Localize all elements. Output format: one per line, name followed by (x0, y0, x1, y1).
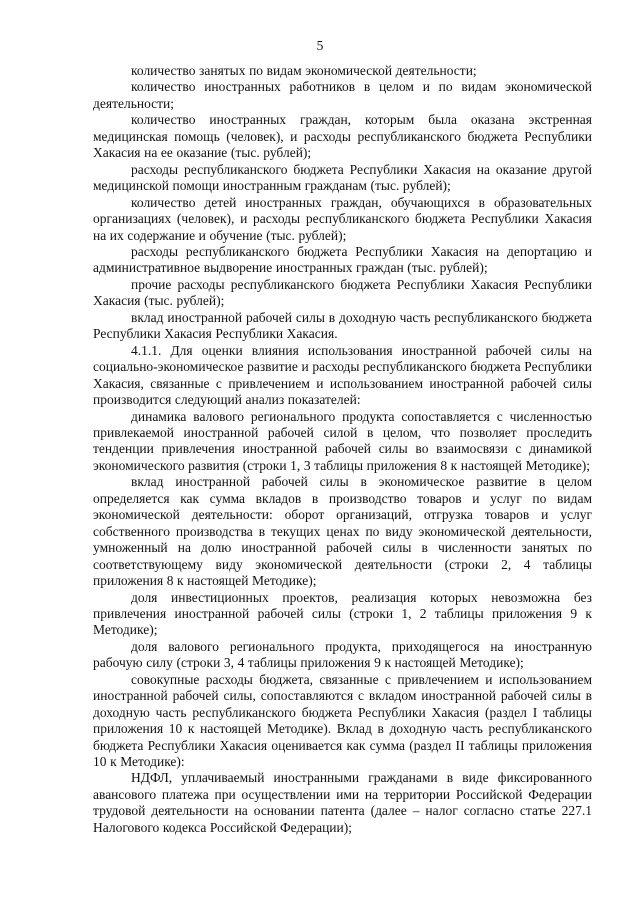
paragraph: доля инвестиционных проектов, реализация которых невозможна без привлечения иностранной рабочей силы (строки 1, 2 таблицы приложения 9 к Методике); (93, 589, 592, 638)
paragraph: прочие расходы республиканского бюджета Республики Хакасия Республики Хакасия (тыс. рублей); (93, 276, 592, 309)
section-paragraph-4-1-1: 4.1.1. Для оценки влияния использования иностранной рабочей силы на социально-экономическое развитие и расходы республиканского бюджета Республики Хакасия, связанные с привлечением и использованием иностранной рабочей силы производится следующий анализ показателей: (93, 342, 592, 408)
document-body (93, 63, 592, 836)
paragraph: количество занятых по видам экономической деятельности; (131, 63, 477, 78)
paragraph: количество иностранных граждан, которым была оказана экстренная медицинская помощь (человек), и расходы республиканского бюджета Республики Хакасия на ее оказание (тыс. рублей); (93, 112, 592, 161)
paragraph: вклад иностранной рабочей силы в доходную часть республиканского бюджета Республики Хакасия Республики Хакасия. (93, 309, 592, 342)
paragraph: расходы республиканского бюджета Республики Хакасия на депортацию и административное выдворение иностранных граждан (тыс. рублей); (93, 243, 592, 276)
paragraph: количество иностранных работников в целом и по видам экономической деятельности; (93, 79, 592, 111)
paragraph: динамика валового регионального продукта сопоставляется с численностью привлекаемой иностранной рабочей силой в целом, что позволяет проследить тенденции привлечения иностранной рабочей силы во взаимосвязи с динамикой экономического развития (строки 1, 3 таблицы приложения 8 к настоящей Методике); (93, 408, 592, 473)
page-number: 5 (316, 38, 324, 53)
paragraph: совокупные расходы бюджета, связанные с привлечением и использованием иностранной рабочей силы, сопоставляются с вкладом иностранной рабочей силы в доходную часть республиканского бюджета Республики Хакасия (раздел I таблицы приложения 10 к настоящей Методике). Вклад в доходную часть республиканского бюджета Республики Хакасия оценивается как сумма (раздел II таблицы приложения 10 к Методике): (93, 671, 592, 770)
paragraph: НДФЛ, уплачиваемый иностранными гражданами в виде фиксированного авансового платежа при осуществлении ими на территории Российской Федерации трудовой деятельности на основании патента (далее – налог согласно статье 227.1 Налогового кодекса Российской Федерации); (93, 770, 592, 835)
paragraph: доля валового регионального продукта, приходящегося на иностранную рабочую силу (строки 3, 4 таблицы приложения 9 к настоящей Методике); (93, 638, 592, 671)
paragraph: расходы республиканского бюджета Республики Хакасия на оказание другой медицинской помощи иностранным гражданам (тыс. рублей); (93, 161, 592, 194)
paragraph: количество детей иностранных граждан, обучающихся в образовательных организациях (человек), и расходы республиканского бюджета Республики Хакасия на их содержание и обучение (тыс. рублей); (93, 194, 592, 243)
paragraph: вклад иностранной рабочей силы в экономическое развитие в целом определяется как сумма вкладов в производство товаров и услуг по видам экономической деятельности: оборот организаций, отгрузка товаров и услуг собственного производства в текущих ценах по виду экономической деятельности, умноженный на долю иностранной рабочей силы в численности занятых по соответствующему виду экономической деятельности (строки 2, 4 таблицы приложения 8 к настоящей Методике); (93, 474, 592, 589)
